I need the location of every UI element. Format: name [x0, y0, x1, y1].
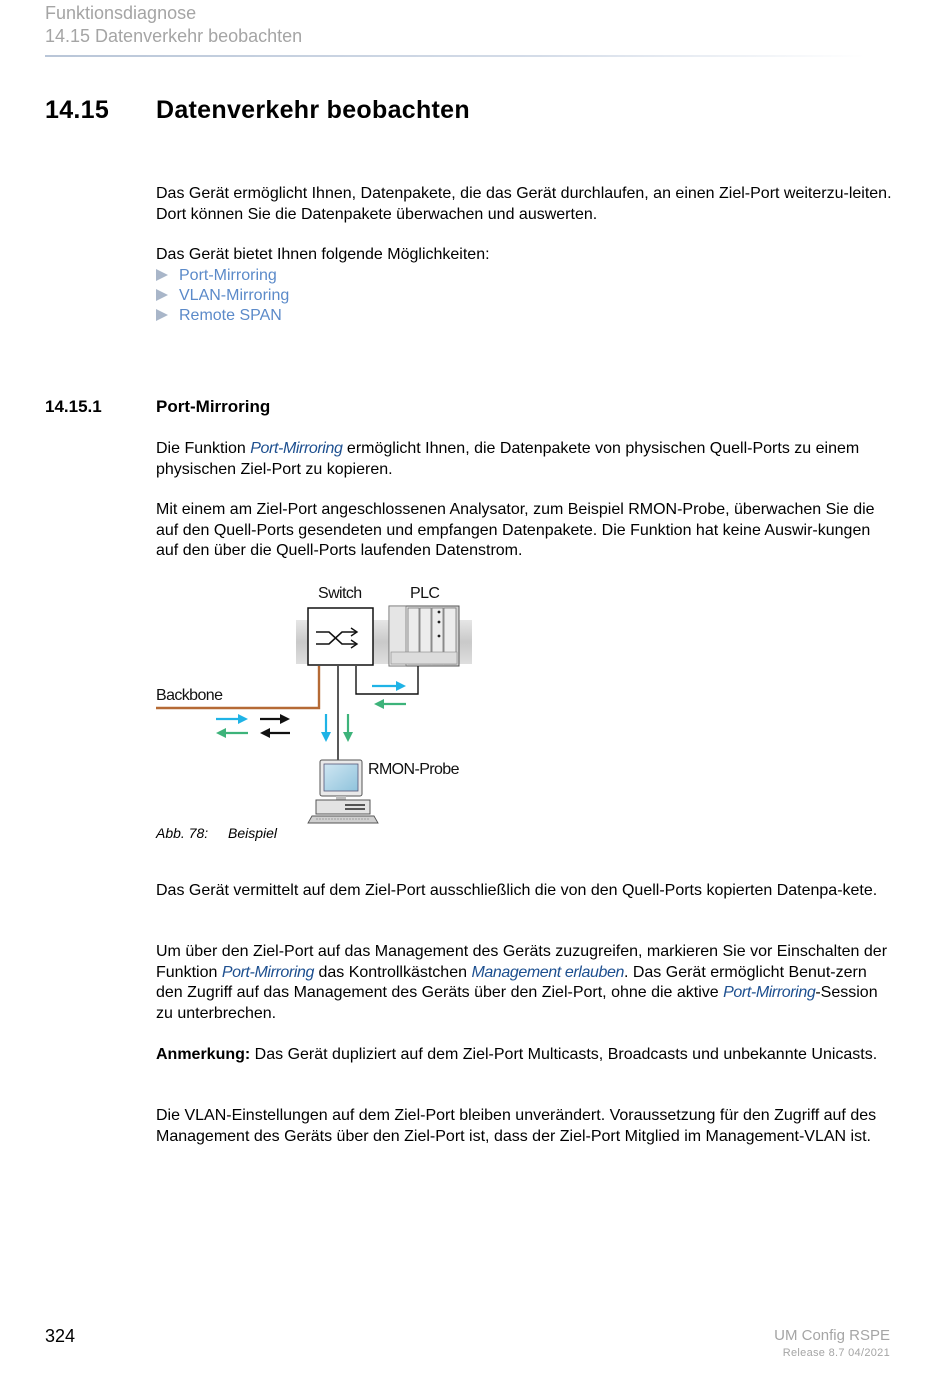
section-number: 14.15 — [45, 96, 110, 124]
intro-paragraph: Das Gerät ermöglicht Ihnen, Datenpakete, die das Gerät durchlaufen, an einen Ziel-Port weiterzu-leiten. Dort können Sie die Datenpakete überwachen und auswerten. — [156, 185, 892, 223]
footer-document-title: UM Config RSPE — [774, 1327, 890, 1344]
label-backbone: Backbone — [156, 687, 223, 704]
label-rmon-probe: RMON-Probe — [368, 761, 459, 778]
plc-icon — [389, 606, 459, 666]
ui-term-management-erlauben: Management erlauben — [471, 963, 624, 981]
label-switch: Switch — [318, 585, 362, 602]
paragraph-vlan-settings: Die VLAN-Einstellungen auf dem Ziel-Port bleiben unverändert. Voraussetzung für den Zugriff auf des Management des Geräts über den Ziel-Port ist, dass der Ziel-Port Mitglied im Management-VLAN ist. — [156, 1107, 877, 1145]
probe-arrows — [321, 714, 353, 742]
link-remote-span[interactable]: Remote SPAN — [156, 306, 282, 326]
paragraph-management-access: Um über den Ziel-Port auf das Management des Geräts zuzugreifen, markieren Sie vor Einschalten der Funktion Port-Mirroring das Kontrollkästchen Management erlauben. Das Gerät ermöglicht Benut-zern den Zugriff auf das Management des Geräts über den Ziel-Port, ohne die aktive Port-Mirroring-Session zu unterbrechen. — [156, 943, 888, 1022]
header-rule — [45, 55, 865, 57]
ui-term-port-mirroring: Port-Mirroring — [723, 984, 816, 1002]
subsection-title: Port-Mirroring — [156, 397, 271, 416]
backbone-arrows — [216, 714, 290, 738]
note-label: Anmerkung: — [156, 1046, 251, 1063]
plc-line — [356, 666, 418, 694]
paragraph-analyzer: Mit einem am Ziel-Port angeschlossenen Analysator, zum Beispiel RMON-Probe, überwachen Sie die auf den Quell-Ports gesendeten und empfangen Datenpakete. Die Funktion hat keine Auswir-kungen auf den über die Quell-Ports laufenden Datenstrom. — [156, 501, 875, 560]
ui-term-port-mirroring: Port-Mirroring — [250, 440, 343, 457]
link-vlan-mirroring[interactable]: VLAN-Mirroring — [156, 286, 289, 306]
paragraph-ziel-port: Das Gerät vermittelt auf dem Ziel-Port ausschließlich die von den Quell-Ports kopierten Datenpa-kete. — [156, 882, 878, 899]
bullet-triangle-icon — [156, 269, 168, 281]
label-plc: PLC — [410, 585, 440, 602]
section-title: Datenverkehr beobachten — [156, 96, 470, 124]
page-number: 324 — [45, 1326, 76, 1346]
link-port-mirroring[interactable]: Port-Mirroring — [156, 266, 277, 286]
plc-arrows — [372, 681, 406, 709]
figure-port-mirroring — [150, 578, 480, 828]
options-intro: Das Gerät bietet Ihnen folgende Möglichkeiten: — [156, 246, 490, 263]
note-paragraph: Anmerkung: Das Gerät dupliziert auf dem Ziel-Port Multicasts, Broadcasts und unbekannte Unicasts. — [156, 1046, 878, 1063]
caption-number: Abb. 78: — [156, 825, 209, 841]
paragraph-port-mirroring-function: Die Funktion Port-Mirroring ermöglicht Ihnen, die Datenpakete von physischen Quell-Ports zu einem physischen Ziel-Port zu kopieren. — [156, 440, 860, 478]
running-header-chapter: Funktionsdiagnose — [45, 3, 197, 23]
subsection-number: 14.15.1 — [45, 397, 102, 416]
running-header-section: 14.15 Datenverkehr beobachten — [45, 26, 303, 46]
bullet-triangle-icon — [156, 309, 168, 321]
switch-icon — [308, 608, 373, 665]
figure-caption — [156, 825, 277, 841]
footer-release: Release 8.7 04/2021 — [782, 1347, 890, 1359]
bullet-triangle-icon — [156, 289, 168, 301]
caption-text: Beispiel — [228, 825, 278, 841]
ui-term-port-mirroring: Port-Mirroring — [221, 963, 315, 981]
